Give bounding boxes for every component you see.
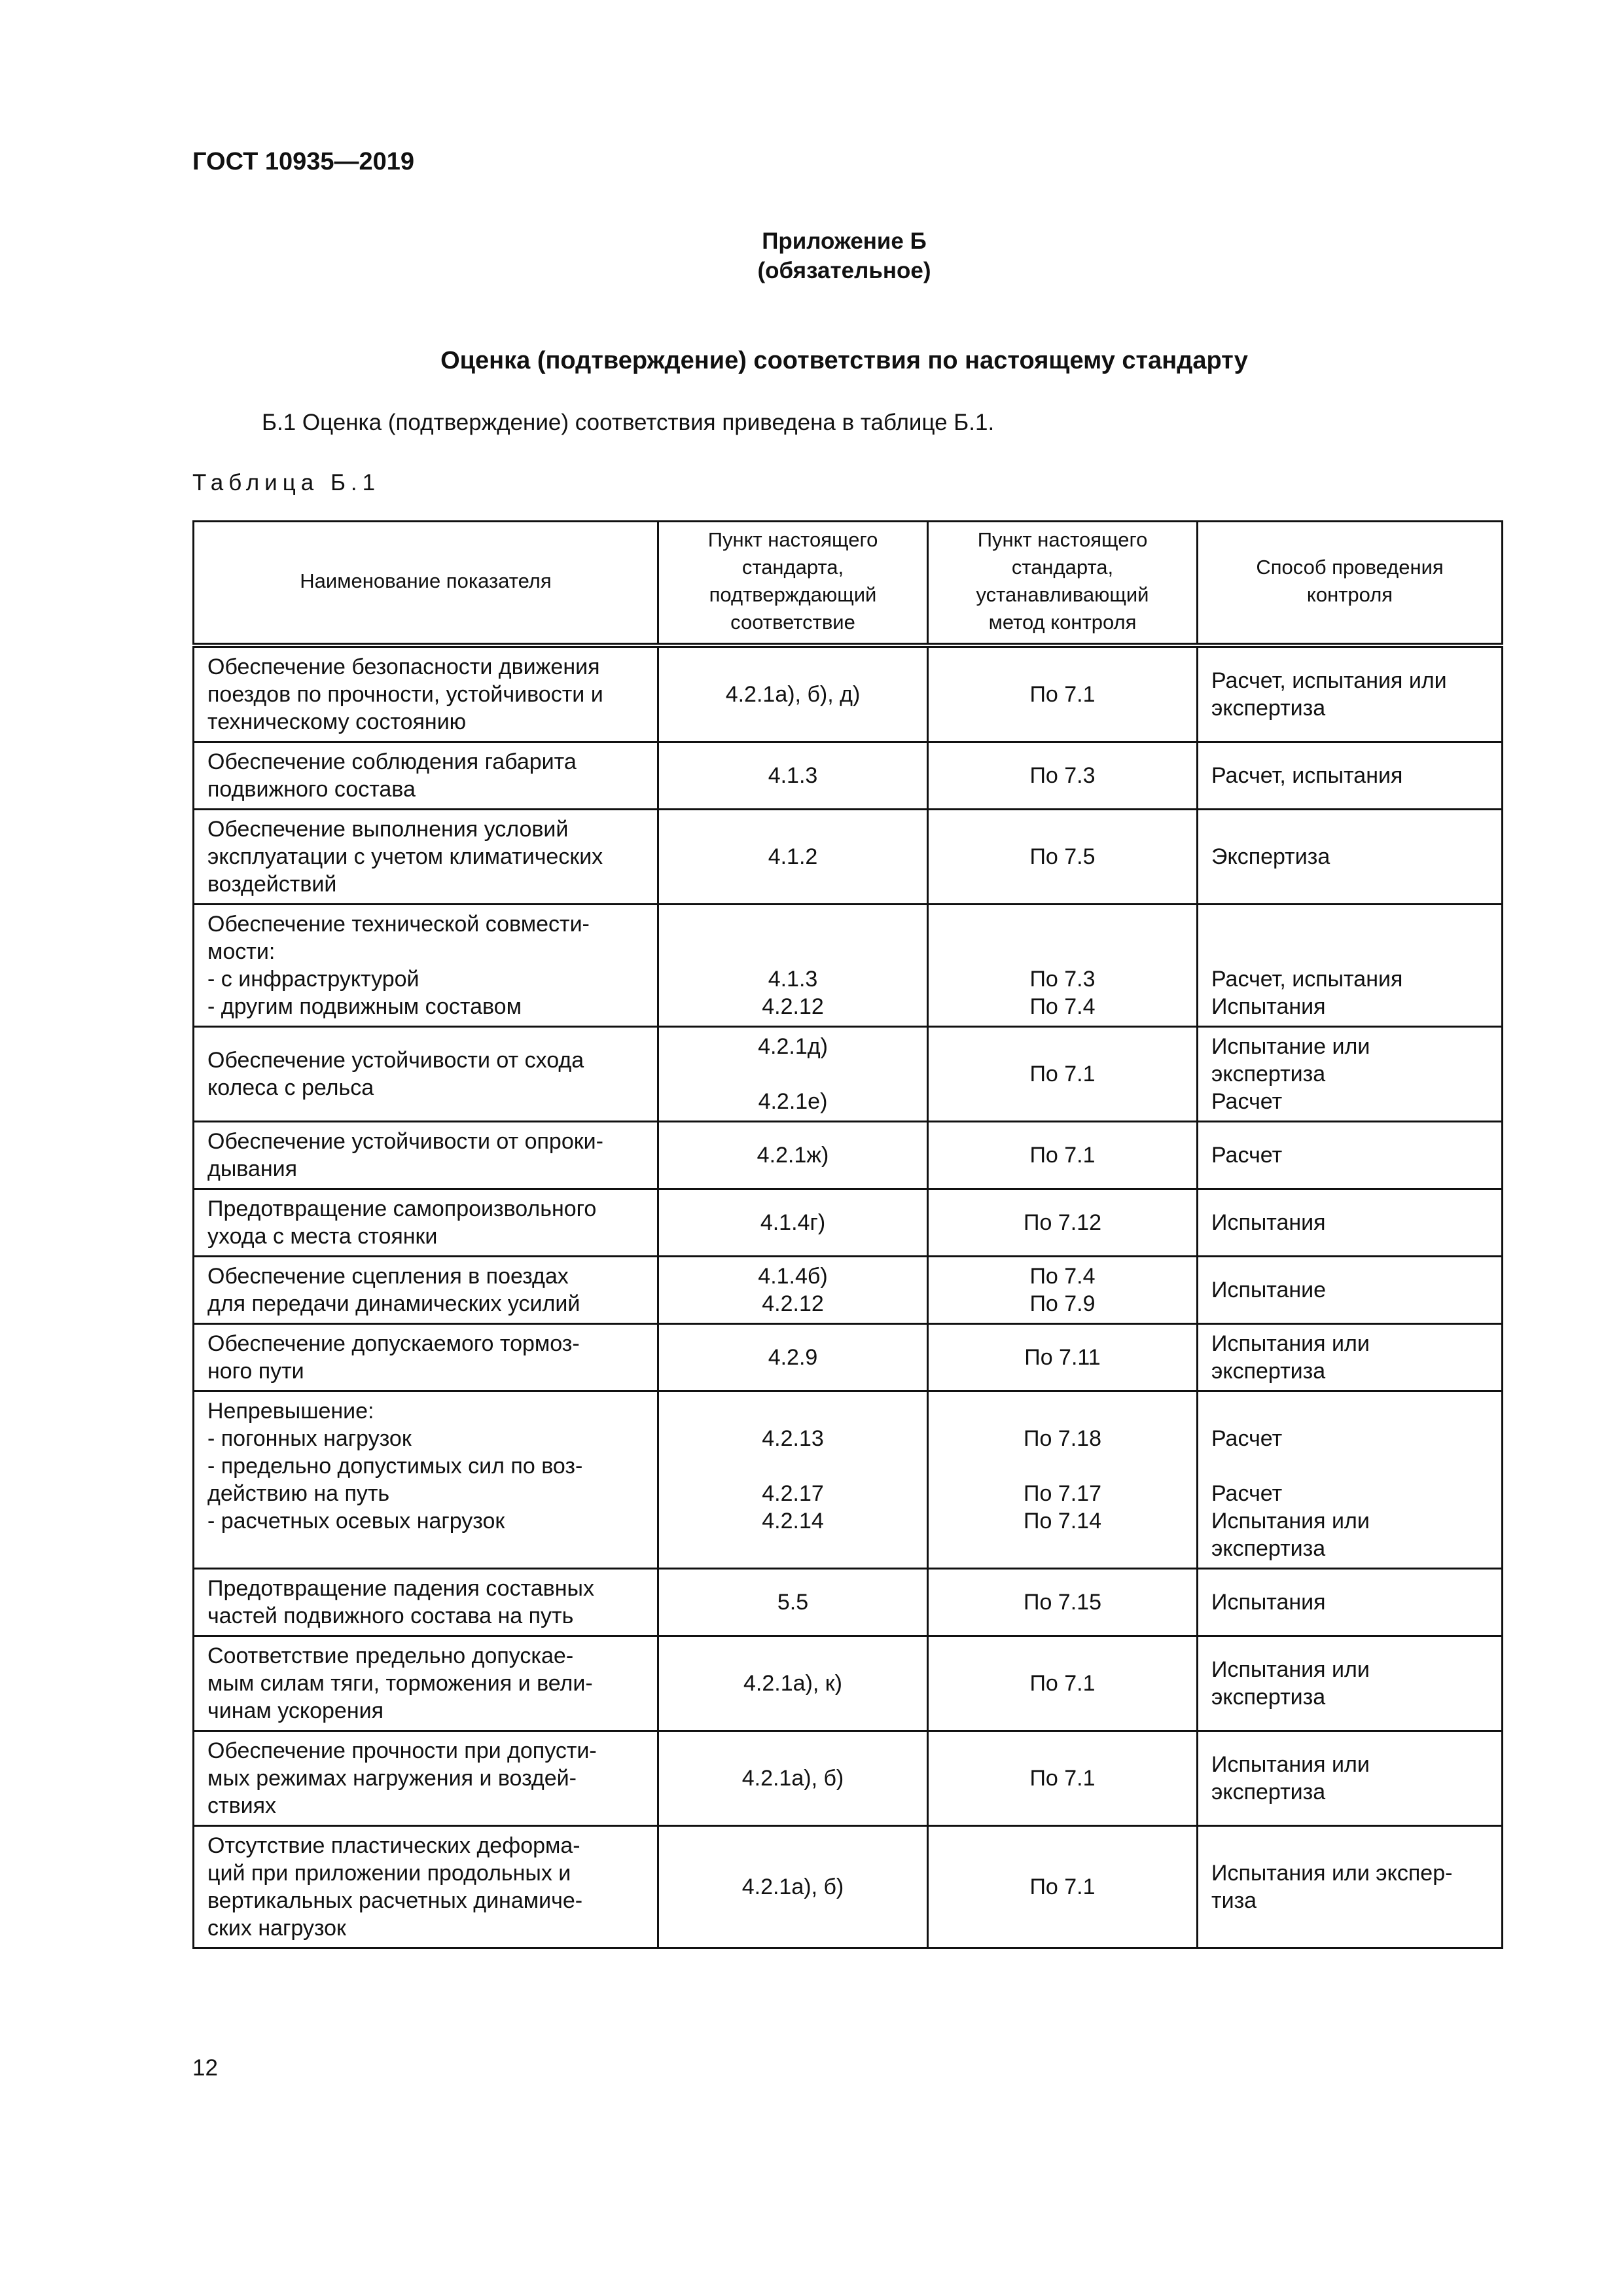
control-method-line: тиза — [1211, 1888, 1257, 1913]
method-clause-line — [942, 1535, 1183, 1562]
control-method-line: Расчет — [1211, 1481, 1283, 1506]
control-method-line: Расчет — [1211, 1143, 1283, 1168]
control-method-cell — [1198, 1257, 1503, 1324]
header-line: Пункт настоящего — [707, 528, 878, 551]
indicator-name-line: Обеспечение устойчивости от опроки- — [207, 1129, 603, 1154]
indicator-name-line: колеса с рельса — [207, 1075, 374, 1100]
indicator-name-cell — [194, 1826, 658, 1948]
confirming-clause-line — [672, 1397, 914, 1425]
table-row — [194, 1122, 1503, 1189]
indicator-name-line: ствиях — [207, 1793, 277, 1818]
indicator-name-line: Обеспечение устойчивости от схода — [207, 1048, 584, 1073]
confirming-clause-cell — [658, 810, 928, 905]
method-clause-cell — [928, 1189, 1198, 1257]
indicator-name-line: Обеспечение технической совмести- — [207, 912, 590, 937]
method-clause-cell — [928, 1826, 1198, 1948]
indicator-name-line: техническому состоянию — [207, 709, 467, 734]
header-line: подтверждающий — [709, 583, 877, 606]
annex-heading — [0, 226, 1623, 285]
confirming-clause-line: 4.2.17 — [762, 1481, 824, 1506]
confirming-clause-line: 4.2.1е) — [758, 1089, 828, 1114]
method-clause-cell — [928, 1324, 1198, 1391]
indicator-name-line: подвижного состава — [207, 777, 416, 802]
table-row — [194, 1257, 1503, 1324]
method-clause-line: По 7.18 — [1024, 1426, 1101, 1451]
confirming-clause-line: 4.2.1ж) — [757, 1143, 829, 1168]
confirming-clause-line: 4.2.12 — [762, 1291, 824, 1316]
header-line: стандарта, — [741, 556, 844, 579]
table-row — [194, 1731, 1503, 1826]
control-method-line: Испытание или — [1211, 1034, 1370, 1059]
control-method-line — [1211, 1397, 1488, 1425]
header-line: Пункт настоящего — [977, 528, 1148, 551]
confirming-clause-line: 4.2.1а), б) — [741, 1874, 844, 1899]
table-row — [194, 905, 1503, 1027]
confirming-clause-cell — [658, 1324, 928, 1391]
indicator-name-line: мых режимах нагружения и воздей- — [207, 1766, 577, 1791]
table-row — [194, 742, 1503, 810]
indicator-name-line: мым силам тяги, торможения и вели- — [207, 1671, 593, 1696]
indicator-name-line: Соответствие предельно допускае- — [207, 1643, 574, 1668]
method-clause-line: По 7.1 — [1029, 682, 1096, 707]
control-method-line: Испытания или — [1211, 1657, 1370, 1682]
confirming-clause-cell — [658, 1731, 928, 1826]
indicator-name-line: Обеспечение соблюдения габарита — [207, 749, 577, 774]
method-clause-line: По 7.9 — [1029, 1291, 1096, 1316]
confirming-clause-cell — [658, 1027, 928, 1122]
page-number: 12 — [192, 2055, 218, 2081]
table-row — [194, 1189, 1503, 1257]
confirming-clause-line: 4.1.3 — [768, 967, 818, 992]
table-container — [192, 520, 1501, 1949]
indicator-name-line: для передачи динамических усилий — [207, 1291, 580, 1316]
indicator-name-line: Обеспечение безопасности движения — [207, 655, 600, 679]
indicator-name-line: Обеспечение выполнения условий — [207, 817, 569, 842]
method-clause-line: По 7.1 — [1029, 1874, 1096, 1899]
confirming-clause-cell — [658, 742, 928, 810]
indicator-name-line: - предельно допустимых сил по воз- — [207, 1454, 583, 1479]
table-row — [194, 1569, 1503, 1636]
indicator-name-cell — [194, 1324, 658, 1391]
indicator-name-cell — [194, 742, 658, 810]
confirming-clause-line — [672, 1060, 914, 1088]
method-clause-cell — [928, 905, 1198, 1027]
confirming-clause-line: 4.2.1а), б), д) — [725, 682, 861, 707]
control-method-cell — [1198, 1731, 1503, 1826]
control-method-cell — [1198, 1826, 1503, 1948]
document-code: ГОСТ 10935—2019 — [192, 148, 415, 175]
confirming-clause-line — [672, 1452, 914, 1480]
method-clause-line — [942, 910, 1183, 938]
indicator-name-line: - с инфраструктурой — [207, 967, 419, 992]
method-clause-line: По 7.3 — [1029, 763, 1096, 788]
method-clause-cell — [928, 1569, 1198, 1636]
method-clause-line — [942, 1452, 1183, 1480]
control-method-cell — [1198, 1391, 1503, 1569]
confirming-clause-line: 4.2.12 — [762, 994, 824, 1019]
confirming-clause-line: 4.2.1д) — [758, 1034, 828, 1059]
header-line: стандарта, — [1011, 556, 1114, 579]
indicator-name-line: частей подвижного состава на путь — [207, 1604, 574, 1628]
method-clause-cell — [928, 1636, 1198, 1731]
indicator-name-line: ного пути — [207, 1359, 304, 1384]
control-method-line: Испытания — [1211, 1590, 1326, 1615]
confirming-clause-line: 4.2.1а), к) — [743, 1671, 842, 1696]
indicator-name-cell — [194, 1027, 658, 1122]
indicator-name-cell — [194, 1569, 658, 1636]
indicator-name-line: ций при приложении продольных и — [207, 1861, 571, 1886]
annex-status: (обязательное) — [757, 258, 931, 283]
method-clause-cell — [928, 1122, 1198, 1189]
indicator-name-line: Обеспечение сцепления в поездах — [207, 1264, 569, 1289]
confirming-clause-line: 4.1.4б) — [758, 1264, 828, 1289]
annex-title: Приложение Б — [762, 228, 927, 254]
table-row — [194, 1826, 1503, 1948]
indicator-name-line: ских нагрузок — [207, 1916, 346, 1941]
control-method-cell — [1198, 1027, 1503, 1122]
confirming-clause-cell — [658, 1391, 928, 1569]
method-clause-cell — [928, 645, 1198, 742]
method-clause-line: По 7.17 — [1024, 1481, 1101, 1506]
control-method-cell — [1198, 742, 1503, 810]
method-clause-line: По 7.4 — [1029, 994, 1096, 1019]
control-method-cell — [1198, 1122, 1503, 1189]
method-clause-cell — [928, 1027, 1198, 1122]
confirming-clause-line: 4.1.4г) — [760, 1210, 826, 1235]
method-clause-line: По 7.15 — [1024, 1590, 1101, 1615]
indicator-name-cell — [194, 905, 658, 1027]
method-clause-line: По 7.14 — [1024, 1509, 1101, 1534]
intro-paragraph: Б.1 Оценка (подтверждение) соответствия приведена в таблице Б.1. — [262, 410, 995, 435]
control-method-line: Расчет, испытания или — [1211, 668, 1447, 693]
control-method-line: Испытания или экспер- — [1211, 1861, 1453, 1886]
confirming-clause-cell — [658, 905, 928, 1027]
header-indicator-name — [194, 522, 658, 646]
confirming-clause-cell — [658, 1826, 928, 1948]
header-line: Способ проведения — [1256, 556, 1444, 579]
confirming-clause-line: 5.5 — [777, 1590, 809, 1615]
header-control-method — [1198, 522, 1503, 646]
indicator-name-line: воздействий — [207, 872, 337, 897]
indicator-name-line: эксплуатации с учетом климатических — [207, 844, 603, 869]
method-clause-cell — [928, 742, 1198, 810]
method-clause-line: По 7.3 — [1029, 967, 1096, 992]
confirming-clause-cell — [658, 1189, 928, 1257]
control-method-line: Расчет, испытания — [1211, 967, 1403, 992]
confirming-clause-cell — [658, 1569, 928, 1636]
control-method-line: экспертиза — [1211, 696, 1326, 721]
control-method-line: Испытания или — [1211, 1331, 1370, 1356]
method-clause-line — [942, 938, 1183, 965]
control-method-cell — [1198, 645, 1503, 742]
indicator-name-cell — [194, 1391, 658, 1569]
confirming-clause-line — [672, 1535, 914, 1562]
table-body — [194, 645, 1503, 1948]
method-clause-line — [942, 1397, 1183, 1425]
table-row — [194, 1391, 1503, 1569]
control-method-line: Расчет — [1211, 1426, 1283, 1451]
confirming-clause-cell — [658, 1257, 928, 1324]
annex-section-title: Оценка (подтверждение) соответствия по настоящему стандарту — [440, 347, 1248, 374]
control-method-line: Экспертиза — [1211, 844, 1330, 869]
method-clause-line: По 7.12 — [1024, 1210, 1101, 1235]
confirming-clause-line — [672, 938, 914, 965]
indicator-name-line — [207, 1535, 644, 1562]
indicator-name-line: - расчетных осевых нагрузок — [207, 1509, 505, 1534]
control-method-cell — [1198, 1324, 1503, 1391]
control-method-line: Испытания — [1211, 994, 1326, 1019]
control-method-line — [1211, 1452, 1488, 1480]
control-method-line: Расчет — [1211, 1089, 1283, 1114]
header-line: устанавливающий — [976, 583, 1149, 606]
indicator-name-line: - другим подвижным составом — [207, 994, 522, 1019]
indicator-name-line: ухода с места стоянки — [207, 1224, 438, 1249]
indicator-name-line: вертикальных расчетных динамиче- — [207, 1888, 583, 1913]
control-method-line: экспертиза — [1211, 1359, 1326, 1384]
control-method-cell — [1198, 1569, 1503, 1636]
header-line: метод контроля — [988, 611, 1137, 634]
table-caption: Таблица Б.1 — [192, 470, 381, 495]
indicator-name-line: Обеспечение допускаемого тормоз- — [207, 1331, 580, 1356]
control-method-line — [1211, 938, 1488, 965]
indicator-name-line: - погонных нагрузок — [207, 1426, 412, 1451]
indicator-name-line: Обеспечение прочности при допусти- — [207, 1738, 597, 1763]
control-method-line: экспертиза — [1211, 1780, 1326, 1804]
method-clause-cell — [928, 1257, 1198, 1324]
indicator-name-line: Отсутствие пластических деформа- — [207, 1833, 580, 1858]
confirming-clause-cell — [658, 1122, 928, 1189]
header-clause-confirming — [658, 522, 928, 646]
table-row — [194, 1027, 1503, 1122]
header-clause-method — [928, 522, 1198, 646]
control-method-line: Испытания — [1211, 1210, 1326, 1235]
confirming-clause-line: 4.2.13 — [762, 1426, 824, 1451]
table-row — [194, 645, 1503, 742]
indicator-name-cell — [194, 1731, 658, 1826]
indicator-name-line: чинам ускорения — [207, 1698, 383, 1723]
indicator-name-line: Предотвращение падения составных — [207, 1576, 594, 1601]
confirming-clause-line: 4.2.1а), б) — [741, 1766, 844, 1791]
confirming-clause-line: 4.1.3 — [768, 763, 818, 788]
control-method-line: Испытания или — [1211, 1509, 1370, 1534]
method-clause-line: По 7.1 — [1029, 1671, 1096, 1696]
indicator-name-line: дывания — [207, 1157, 298, 1181]
control-method-line: Испытания или — [1211, 1752, 1370, 1777]
table-header-row — [194, 522, 1503, 646]
confirming-clause-line: 4.1.2 — [768, 844, 818, 869]
table-row — [194, 810, 1503, 905]
control-method-line: экспертиза — [1211, 1062, 1326, 1086]
header-line: контроля — [1306, 583, 1393, 606]
confirming-clause-cell — [658, 1636, 928, 1731]
method-clause-cell — [928, 1391, 1198, 1569]
indicator-name-line: мости: — [207, 939, 276, 964]
indicator-name-line: Предотвращение самопроизвольного — [207, 1196, 597, 1221]
control-method-cell — [1198, 1636, 1503, 1731]
header-line: соответствие — [730, 611, 855, 634]
confirming-clause-line: 4.2.9 — [768, 1345, 818, 1370]
table-row — [194, 1324, 1503, 1391]
control-method-line: Испытание — [1211, 1278, 1327, 1302]
method-clause-line: По 7.4 — [1029, 1264, 1096, 1289]
confirming-clause-cell — [658, 645, 928, 742]
method-clause-line: По 7.1 — [1029, 1143, 1096, 1168]
indicator-name-cell — [194, 1189, 658, 1257]
indicator-name-cell — [194, 645, 658, 742]
control-method-line: Расчет, испытания — [1211, 763, 1403, 788]
method-clause-cell — [928, 810, 1198, 905]
indicator-name-cell — [194, 1257, 658, 1324]
control-method-line — [1211, 910, 1488, 938]
confirming-clause-line: 4.2.14 — [762, 1509, 824, 1534]
control-method-cell — [1198, 1189, 1503, 1257]
method-clause-line: По 7.1 — [1029, 1062, 1096, 1086]
confirming-clause-line — [672, 910, 914, 938]
indicator-name-cell — [194, 1122, 658, 1189]
control-method-line: экспертиза — [1211, 1536, 1326, 1561]
indicator-name-line: действию на путь — [207, 1481, 390, 1506]
indicator-name-line: Непревышение: — [207, 1399, 374, 1424]
header-line: Наименование показателя — [300, 569, 552, 592]
method-clause-cell — [928, 1731, 1198, 1826]
indicator-name-cell — [194, 810, 658, 905]
method-clause-line: По 7.11 — [1024, 1345, 1101, 1370]
method-clause-line: По 7.5 — [1029, 844, 1096, 869]
control-method-cell — [1198, 905, 1503, 1027]
indicator-name-line: поездов по прочности, устойчивости и — [207, 682, 603, 707]
control-method-line: экспертиза — [1211, 1685, 1326, 1710]
table-row — [194, 1636, 1503, 1731]
control-method-cell — [1198, 810, 1503, 905]
conformity-table — [192, 520, 1503, 1949]
indicator-name-cell — [194, 1636, 658, 1731]
method-clause-line: По 7.1 — [1029, 1766, 1096, 1791]
